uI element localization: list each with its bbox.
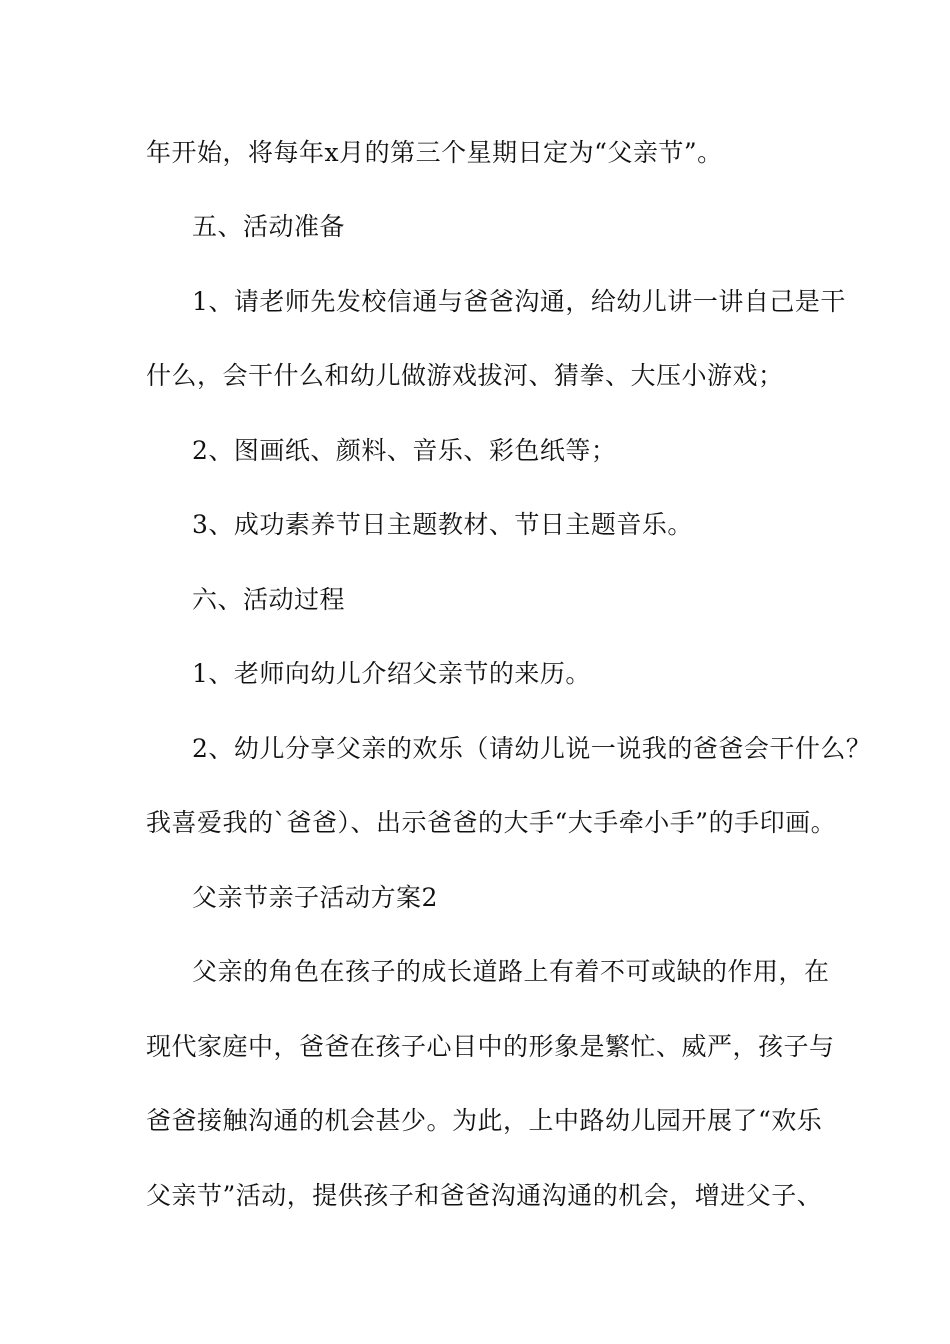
paragraph-line: 什么，会干什么和幼儿做游戏拔河、猜拳、大压小游戏； [146, 361, 784, 390]
section-heading: 六、活动过程 [192, 585, 346, 614]
paragraph-line: 年开始，将每年x月的第三个星期日定为“父亲节”。 [146, 138, 723, 167]
paragraph-line: 1、老师向幼儿介绍父亲节的来历。 [192, 659, 591, 688]
paragraph-line: 1、请老师先发校信通与爸爸沟通，给幼儿讲一讲自己是干 [192, 287, 846, 316]
paragraph-line: 3、成功素养节日主题教材、节日主题音乐。 [192, 510, 693, 539]
paragraph-line: 2、图画纸、颜料、音乐、彩色纸等； [192, 436, 617, 465]
document-title: 父亲节亲子活动方案2 [192, 883, 438, 912]
paragraph-line: 父亲节”活动，提供孩子和爸爸沟通沟通的机会，增进父子、 [146, 1181, 823, 1210]
paragraph-line: 父亲的角色在孩子的成长道路上有着不可或缺的作用，在 [192, 957, 830, 986]
paragraph-line: 2、幼儿分享父亲的欢乐（请幼儿说一说我的爸爸会干什么？ [192, 734, 872, 763]
paragraph-line: 爸爸接触沟通的机会甚少。为此，上中路幼儿园开展了“欢乐 [146, 1106, 823, 1135]
paragraph-line: 现代家庭中，爸爸在孩子心目中的形象是繁忙、威严，孩子与 [146, 1032, 835, 1061]
section-heading: 五、活动准备 [192, 212, 346, 241]
paragraph-line: 我喜爱我的`爸爸）、出示爸爸的大手“大手牵小手”的手印画。 [146, 808, 837, 837]
